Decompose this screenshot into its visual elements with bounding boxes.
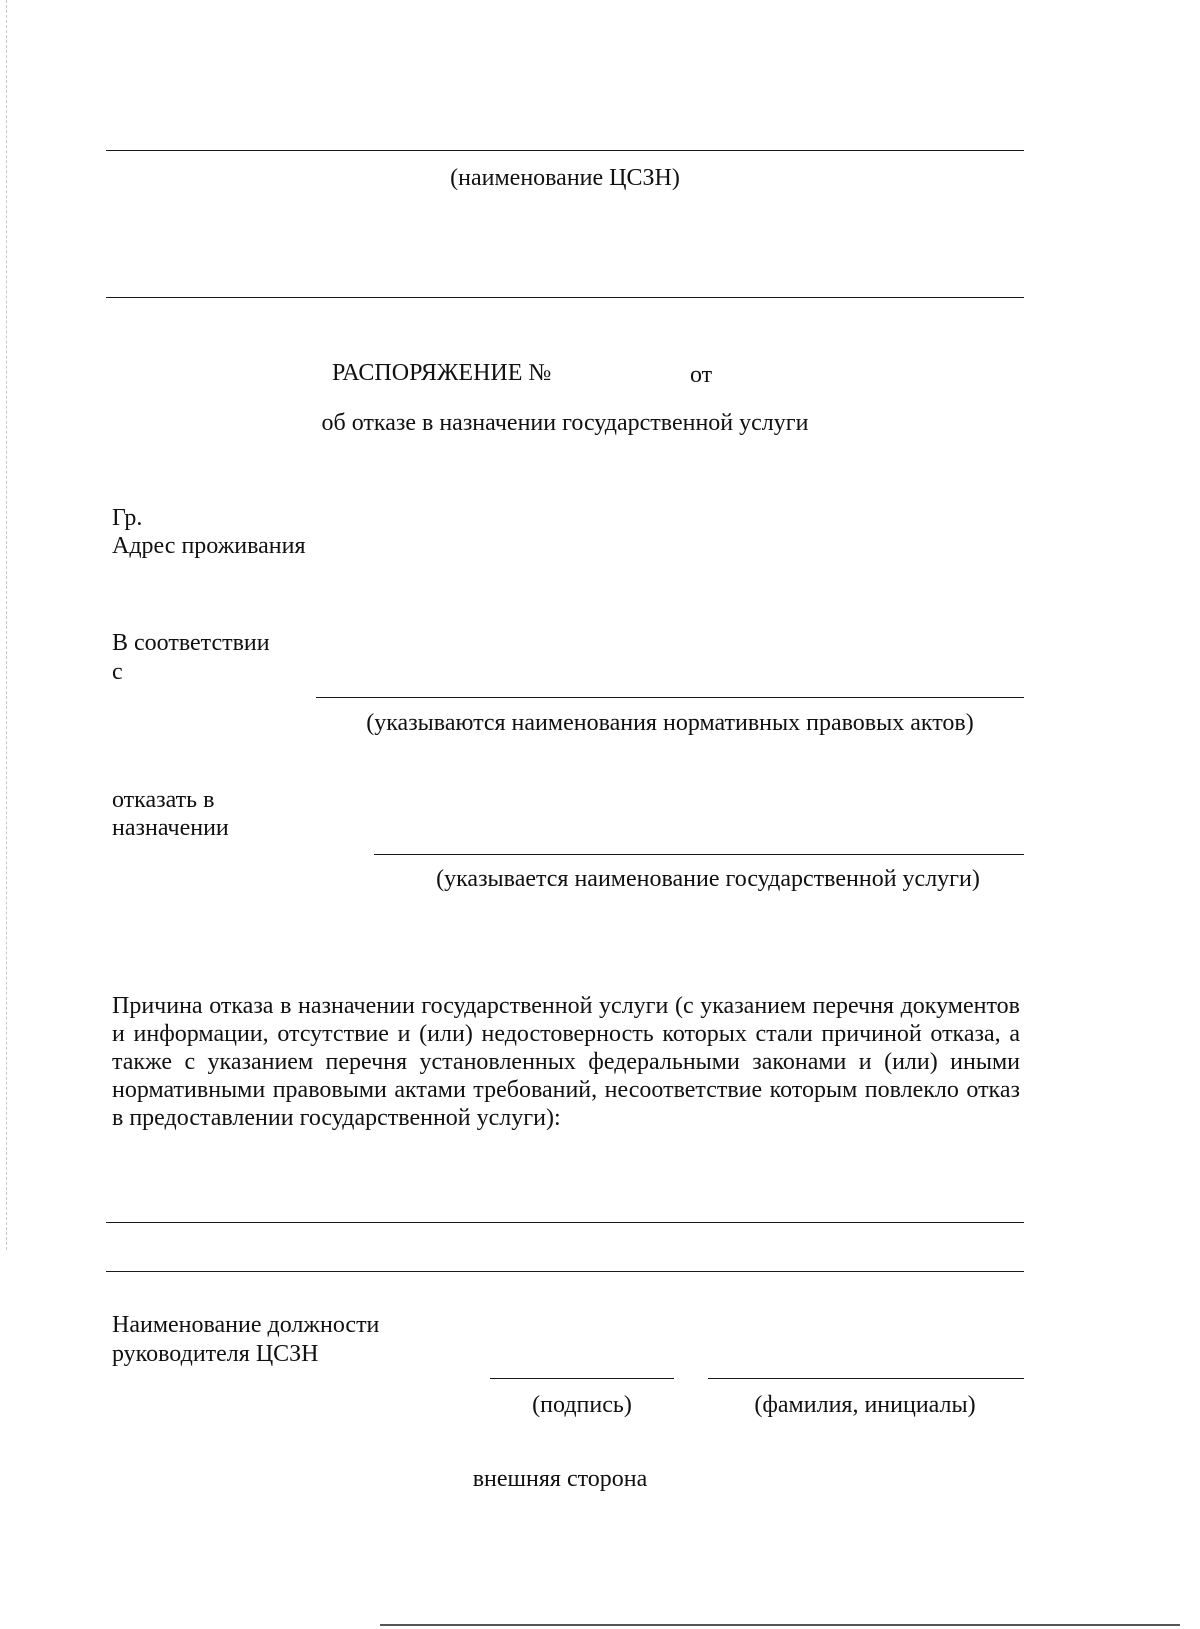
decision-label-line2: назначении [112, 815, 229, 841]
reason-line-1 [106, 1222, 1024, 1223]
signature-line [490, 1378, 674, 1379]
service-name-line [374, 854, 1024, 855]
citizen-label: Гр. [112, 505, 143, 531]
scan-edge-mark [6, 0, 7, 1250]
basis-acts-caption: (указываются наименования нормативных правовых актов) [366, 710, 974, 736]
org-name-caption: (наименование ЦСЗН) [450, 165, 680, 191]
scan-bottom-edge [380, 1624, 1180, 1626]
address-label: Адрес проживания [112, 533, 306, 559]
order-subtitle: об отказе в назначении государственной услуги [321, 410, 809, 436]
basis-acts-line [316, 697, 1024, 698]
full-name-caption: (фамилия, инициалы) [754, 1392, 976, 1418]
basis-label-line1: В соответствии [112, 630, 270, 656]
org-name-line [106, 150, 1024, 151]
org-address-line [106, 297, 1024, 298]
signature-caption: (подпись) [532, 1392, 632, 1418]
basis-label-line2: с [112, 659, 123, 685]
reason-line-2 [106, 1271, 1024, 1272]
service-name-caption: (указывается наименование государственной услуги) [436, 866, 980, 892]
order-date-label: от [690, 362, 713, 388]
order-title: РАСПОРЯЖЕНИЕ № [332, 360, 552, 386]
full-name-line [708, 1378, 1024, 1379]
refusal-reason-text: Причина отказа в назначении государственной услуги (с указанием перечня документов и информации, отсутствие и (или) недостоверность которых стали причиной отказа, а также с указанием перечня установленных федеральными законами и (или) иными нормативными правовыми актами требований, несоответствие которым повлекло отказ в предоставлении государственной услуги): [112, 993, 1020, 1131]
position-label-line2: руководителя ЦСЗН [112, 1341, 319, 1367]
position-label-line1: Наименование должности [112, 1312, 380, 1338]
decision-label-line1: отказать в [112, 787, 215, 813]
outer-side-note: внешняя сторона [472, 1466, 648, 1492]
